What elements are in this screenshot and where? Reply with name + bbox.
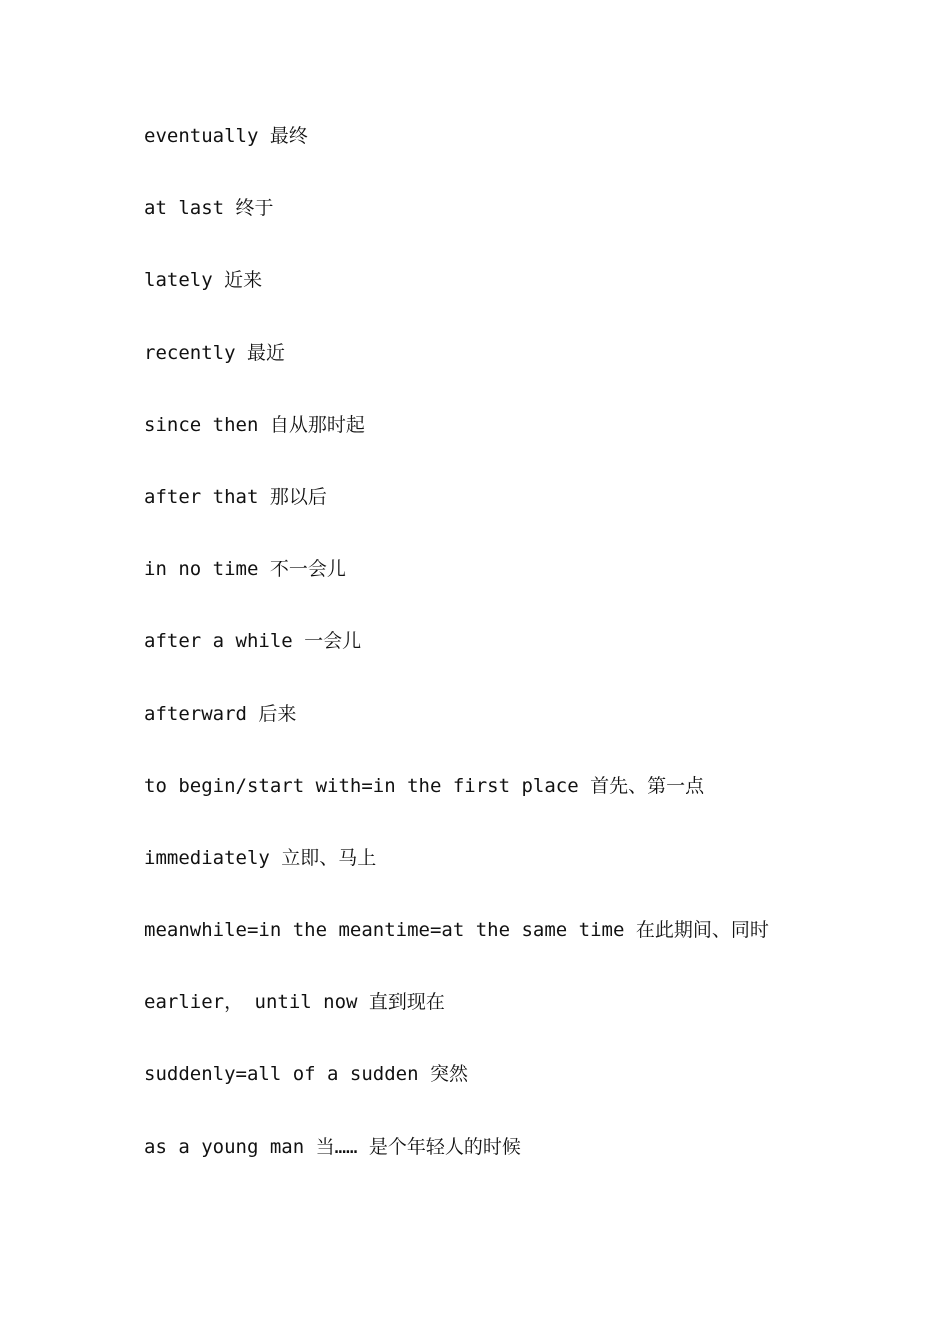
phrase-line: suddenly=all of a sudden 突然 bbox=[144, 1063, 468, 1086]
phrase-list bbox=[144, 120, 904, 1203]
phrase-line: to begin/start with=in the first place 首先、第一点 bbox=[144, 774, 705, 797]
phrase-line: as a young man 当…… 是个年轻人的时候 bbox=[144, 1135, 521, 1158]
phrase-line: recently 最近 bbox=[144, 341, 285, 364]
phrase-line: earlier， until now 直到现在 bbox=[144, 991, 445, 1014]
phrase-line: in no time 不一会儿 bbox=[144, 558, 346, 581]
phrase-line: after a while 一会儿 bbox=[144, 630, 362, 653]
phrase-line: after that 那以后 bbox=[144, 485, 327, 508]
phrase-line: immediately 立即、马上 bbox=[144, 846, 377, 869]
phrase-line: afterward 后来 bbox=[144, 702, 297, 725]
phrase-line: lately 近来 bbox=[144, 269, 263, 292]
phrase-line: meanwhile=in the meantime=at the same time 在此期间、同时 bbox=[144, 919, 769, 942]
phrase-line: since then 自从那时起 bbox=[144, 413, 365, 436]
phrase-line: at last 终于 bbox=[144, 197, 274, 220]
phrase-line: eventually 最终 bbox=[144, 125, 308, 147]
